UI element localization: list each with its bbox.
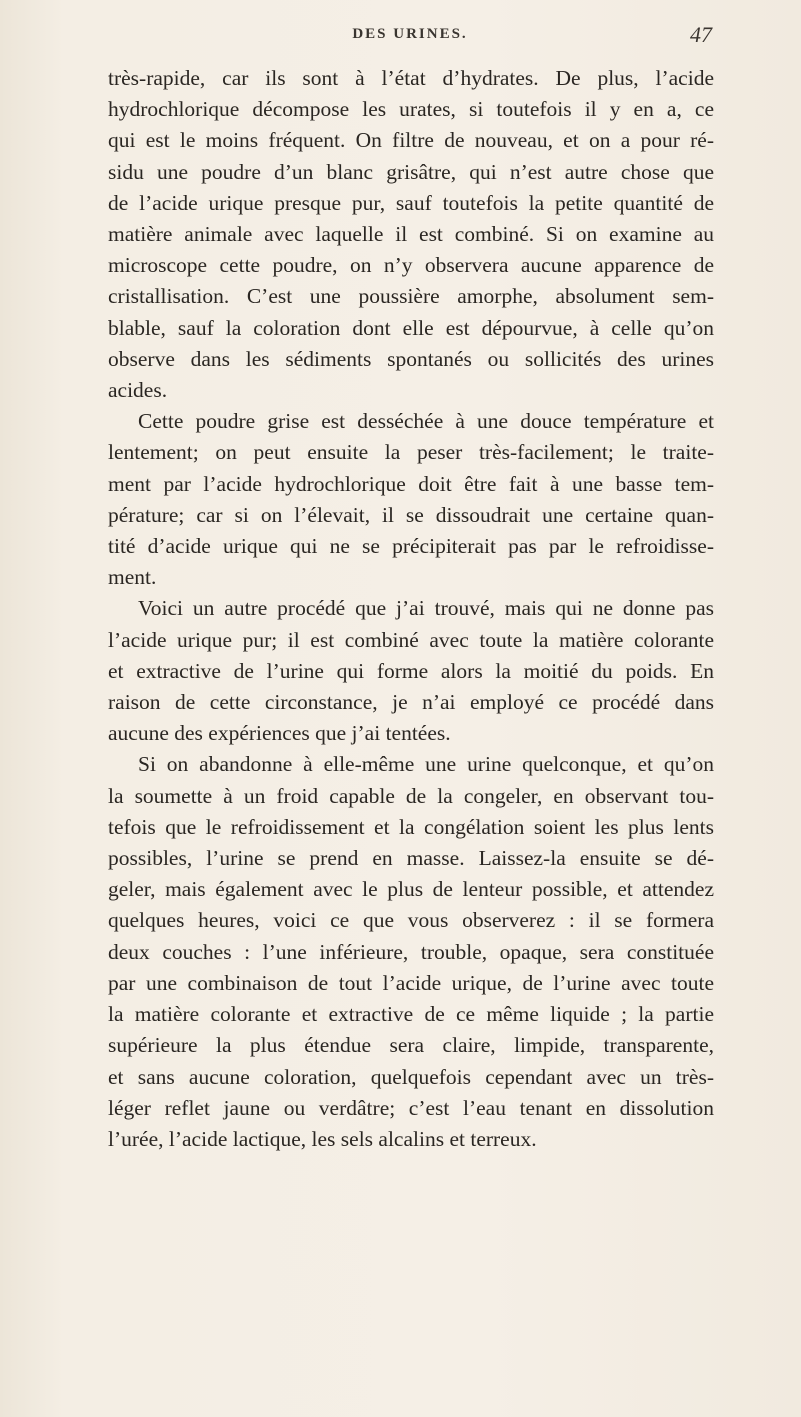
text-line: geler, mais également avec le plus de lenteur possible, et attendez [108, 877, 714, 902]
text-line: observe dans les sédiments spontanés ou sollicités des urines [108, 346, 714, 371]
text-line: lentement; on peut ensuite la peser très-facilement; le traite- [108, 440, 714, 465]
text-line: sidu une poudre d’un blanc grisâtre, qui n’est autre chose que [108, 159, 714, 184]
text-line: supérieure la plus étendue sera claire, limpide, transparente, [108, 1033, 714, 1058]
text-line: et sans aucune coloration, quelquefois cependant avec un très- [108, 1064, 714, 1089]
text-line: deux couches : l’une inférieure, trouble, opaque, sera constituée [108, 939, 714, 964]
text-line: ment. [108, 565, 157, 590]
text-line: Voici un autre procédé que j’ai trouvé, mais qui ne donne pas [138, 596, 714, 621]
text-line: cristallisation. C’est une poussière amorphe, absolument sem- [108, 284, 714, 309]
text-line: hydrochlorique décompose les urates, si toutefois il y en a, ce [108, 97, 714, 122]
text-line: ment par l’acide hydrochlorique doit être fait à une basse tem- [108, 471, 714, 496]
text-line: quelques heures, voici ce que vous observerez : il se formera [108, 908, 714, 933]
text-line: tité d’acide urique qui ne se précipiterait pas par le refroidisse- [108, 534, 714, 559]
text-line: acides. [108, 378, 168, 403]
text-line: Si on abandonne à elle-même une urine quelconque, et qu’on [138, 752, 714, 777]
text-line: et extractive de l’urine qui forme alors la moitié du poids. En [108, 658, 714, 683]
text-line: la soumette à un froid capable de la congeler, en observant tou- [108, 783, 714, 808]
text-line: aucune des expériences que j’ai tentées. [108, 721, 451, 746]
paragraph [108, 63, 714, 406]
page-header [108, 24, 712, 54]
text-line: blable, sauf la coloration dont elle est dépourvue, à celle qu’on [108, 315, 714, 340]
text-line: par une combinaison de tout l’acide urique, de l’urine avec toute [108, 970, 714, 995]
text-line: tefois que le refroidissement et la congélation soient les plus lents [108, 814, 714, 839]
paragraph [108, 593, 714, 749]
text-line: pérature; car si on l’élevait, il se dissoudrait une certaine quan- [108, 502, 714, 527]
text-line: l’urée, l’acide lactique, les sels alcalins et terreux. [108, 1126, 537, 1151]
paragraph [108, 749, 714, 1155]
text-line: raison de cette circonstance, je n’ai employé ce procédé dans [108, 690, 714, 715]
text-line: l’acide urique pur; il est combiné avec toute la matière colorante [108, 627, 714, 652]
text-line: microscope cette poudre, on n’y observera aucune apparence de [108, 253, 714, 278]
text-line: léger reflet jaune ou verdâtre; c’est l’eau tenant en dissolution [108, 1095, 714, 1120]
page-number: 47 [690, 22, 712, 47]
text-line: Cette poudre grise est desséchée à une douce température et [138, 409, 714, 434]
paragraph [108, 406, 714, 593]
text-line: matière animale avec laquelle il est combiné. Si on examine au [108, 222, 714, 247]
body-text [108, 63, 714, 1155]
text-line: qui est le moins fréquent. On filtre de nouveau, et on a pour ré- [108, 128, 714, 153]
text-line: la matière colorante et extractive de ce même liquide ; la partie [108, 1002, 714, 1027]
text-line: très-rapide, car ils sont à l’état d’hydrates. De plus, l’acide [108, 66, 714, 90]
running-title: DES URINES. [352, 26, 468, 42]
text-line: possibles, l’urine se prend en masse. Laissez-la ensuite se dé- [108, 846, 714, 871]
text-line: de l’acide urique presque pur, sauf toutefois la petite quantité de [108, 190, 714, 215]
